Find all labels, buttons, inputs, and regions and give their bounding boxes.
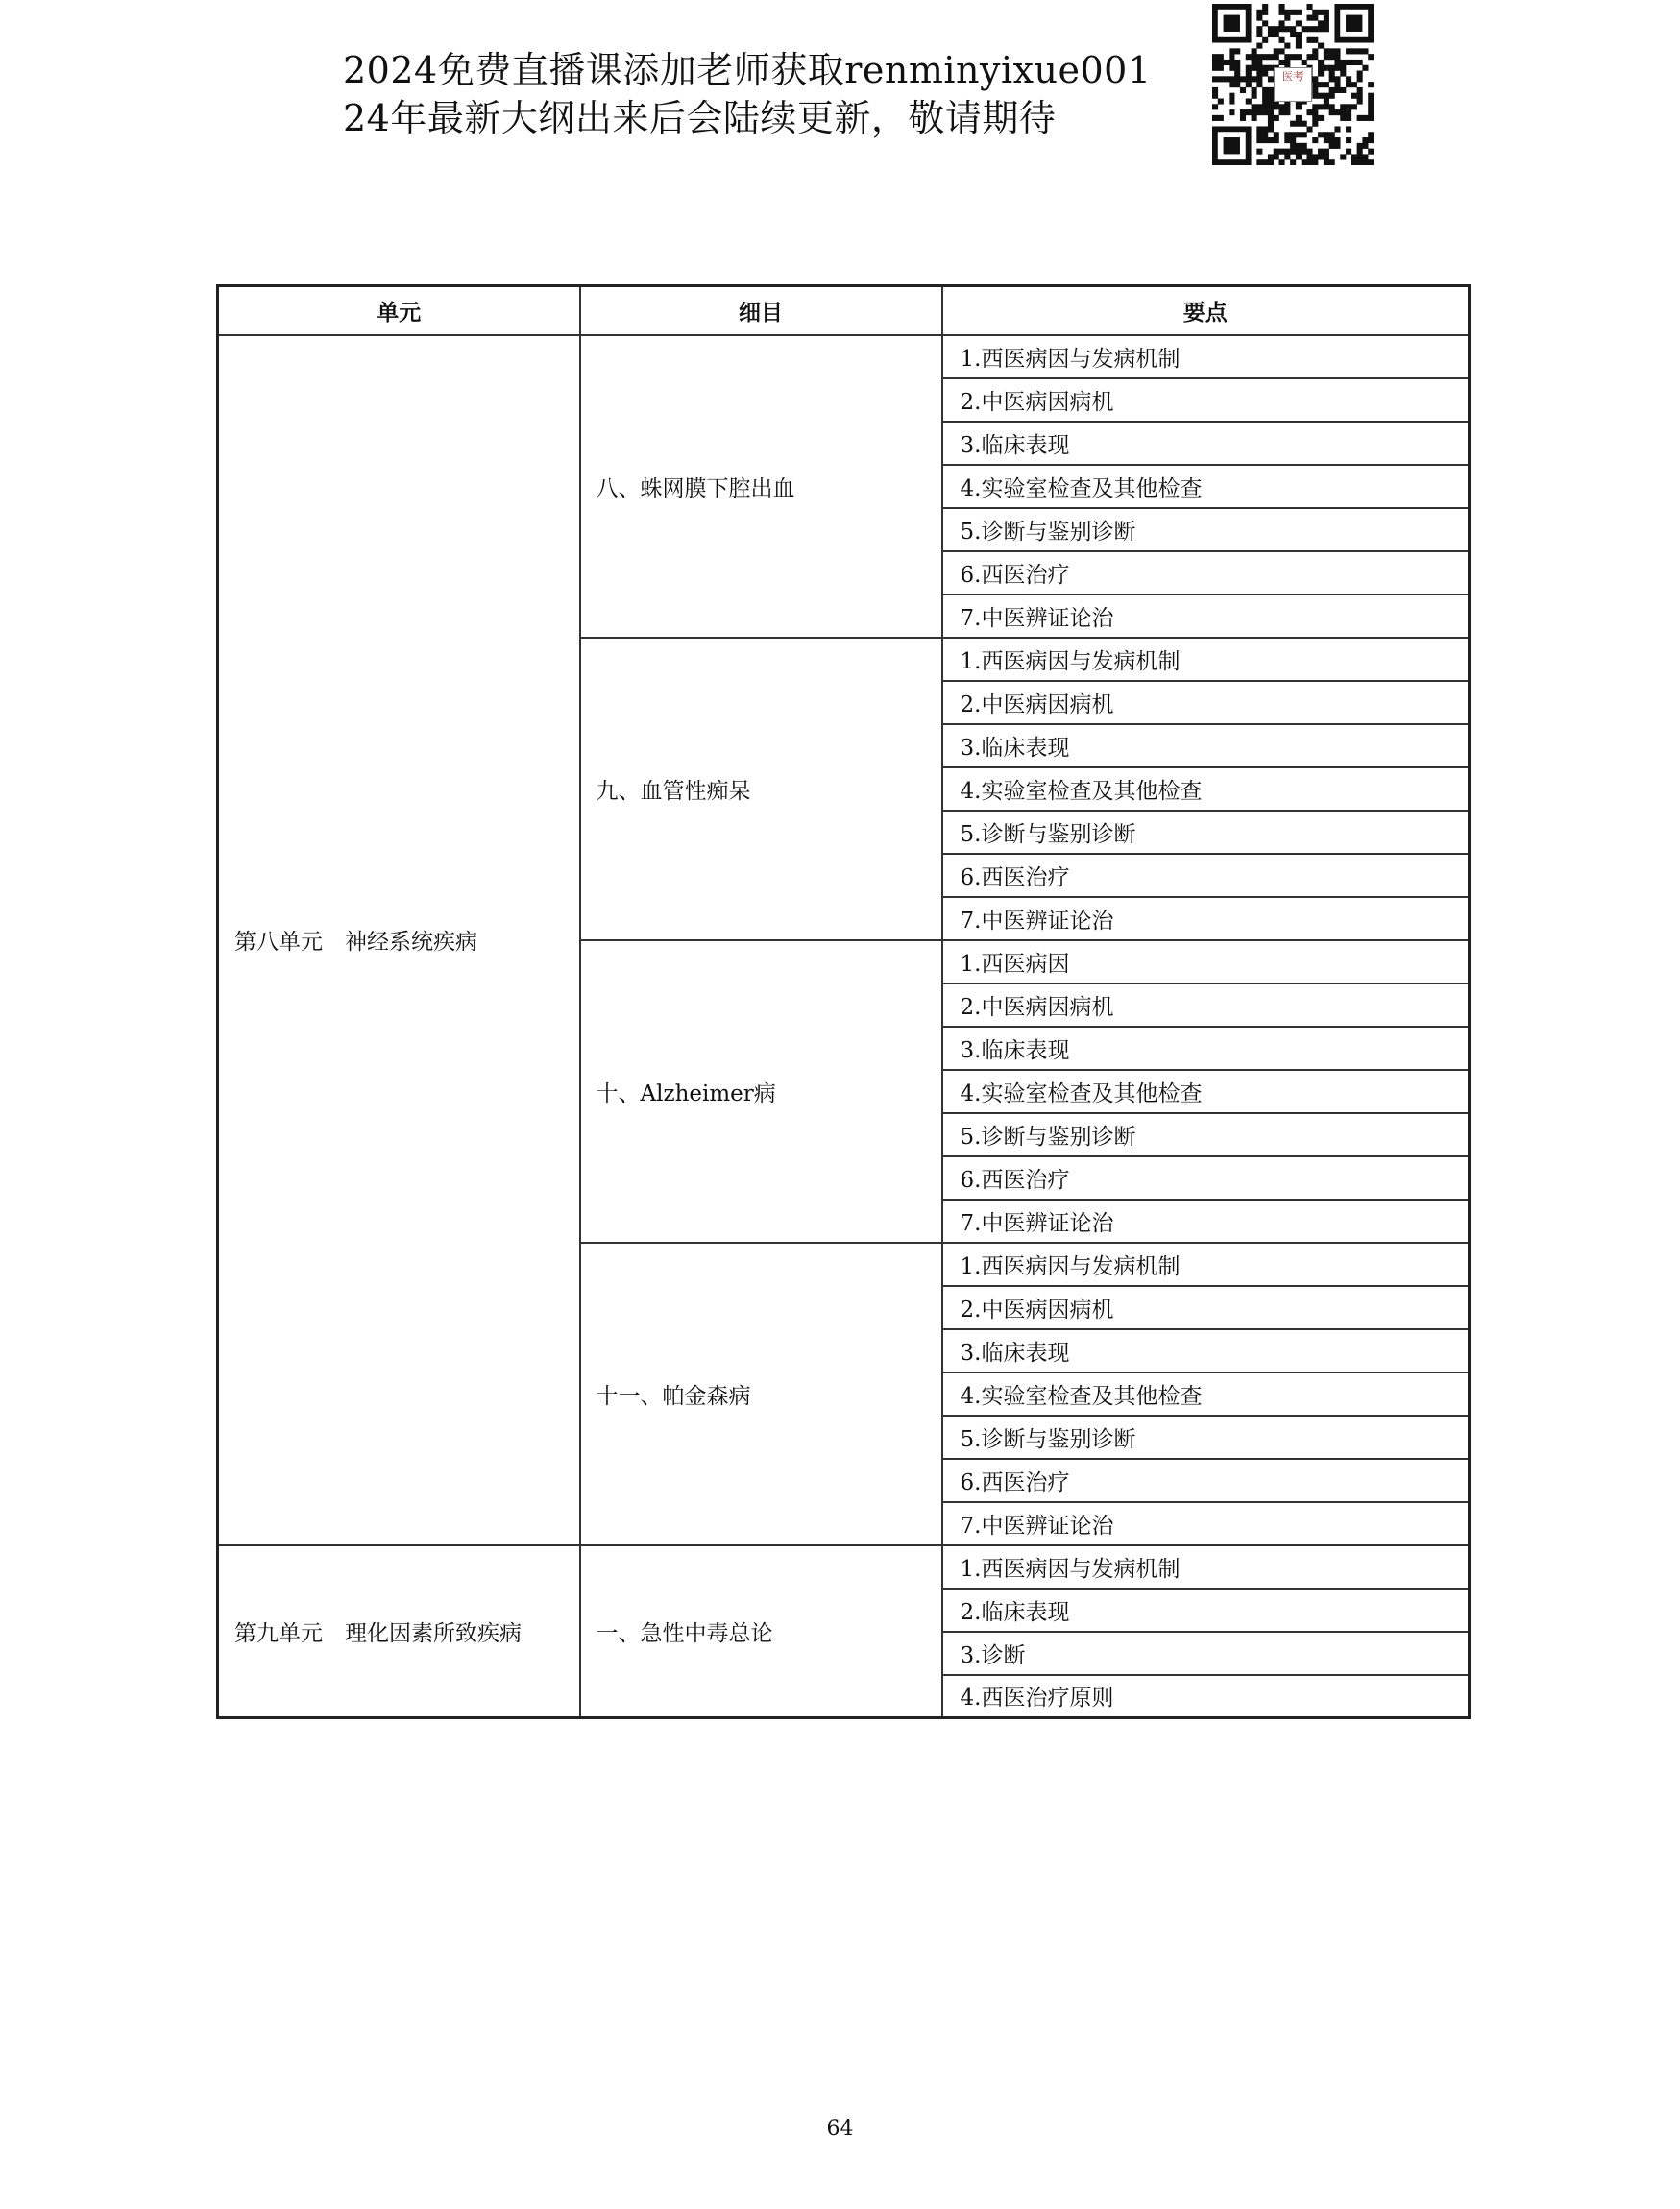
point-cell: 5.诊断与鉴别诊断 xyxy=(942,1416,1470,1459)
unit-cell: 第九单元 理化因素所致疾病 xyxy=(218,1545,580,1718)
point-cell: 5.诊断与鉴别诊断 xyxy=(942,508,1470,551)
topic-cell: 一、急性中毒总论 xyxy=(580,1545,942,1718)
point-cell: 3.临床表现 xyxy=(942,422,1470,465)
point-cell: 2.中医病因病机 xyxy=(942,681,1470,724)
point-cell: 1.西医病因与发病机制 xyxy=(942,638,1470,681)
point-cell: 2.中医病因病机 xyxy=(942,983,1470,1027)
qr-badge: 医考 xyxy=(1274,67,1312,102)
point-cell: 6.西医治疗 xyxy=(942,551,1470,595)
qr-code-icon xyxy=(1212,4,1374,165)
point-cell: 7.中医辨证论治 xyxy=(942,897,1470,940)
point-cell: 3.临床表现 xyxy=(942,1329,1470,1372)
point-cell: 3.临床表现 xyxy=(942,1027,1470,1070)
point-cell: 1.西医病因与发病机制 xyxy=(942,335,1470,378)
point-cell: 2.中医病因病机 xyxy=(942,1286,1470,1329)
point-cell: 1.西医病因 xyxy=(942,940,1470,983)
topic-cell: 九、血管性痴呆 xyxy=(580,638,942,940)
topic-cell: 八、蛛网膜下腔出血 xyxy=(580,335,942,638)
point-cell: 4.实验室检查及其他检查 xyxy=(942,767,1470,811)
page-number: 64 xyxy=(826,2117,854,2141)
table-row xyxy=(218,1545,1470,1589)
syllabus-table xyxy=(216,284,1471,1719)
point-cell: 4.实验室检查及其他检查 xyxy=(942,1070,1470,1113)
table-header-row xyxy=(218,286,1470,335)
header-notice xyxy=(343,46,1207,142)
point-cell: 6.西医治疗 xyxy=(942,1459,1470,1502)
header-line-2: 24年最新大纲出来后会陆续更新，敬请期待 xyxy=(343,97,1057,139)
header-topic: 细目 xyxy=(580,286,942,335)
point-cell: 4.实验室检查及其他检查 xyxy=(942,465,1470,508)
header-points: 要点 xyxy=(942,286,1470,335)
table-body xyxy=(218,335,1470,1718)
point-cell: 5.诊断与鉴别诊断 xyxy=(942,811,1470,854)
table-row xyxy=(218,335,1470,378)
point-cell: 1.西医病因与发病机制 xyxy=(942,1545,1470,1589)
point-cell: 7.中医辨证论治 xyxy=(942,595,1470,638)
unit-cell: 第八单元 神经系统疾病 xyxy=(218,335,580,1545)
point-cell: 2.临床表现 xyxy=(942,1589,1470,1632)
point-cell: 3.诊断 xyxy=(942,1632,1470,1675)
point-cell: 3.临床表现 xyxy=(942,724,1470,767)
point-cell: 4.西医治疗原则 xyxy=(942,1675,1470,1718)
point-cell: 6.西医治疗 xyxy=(942,854,1470,897)
topic-cell: 十一、帕金森病 xyxy=(580,1243,942,1545)
header-unit: 单元 xyxy=(218,286,580,335)
point-cell: 5.诊断与鉴别诊断 xyxy=(942,1113,1470,1156)
point-cell: 7.中医辨证论治 xyxy=(942,1200,1470,1243)
point-cell: 6.西医治疗 xyxy=(942,1156,1470,1200)
point-cell: 7.中医辨证论治 xyxy=(942,1502,1470,1545)
point-cell: 1.西医病因与发病机制 xyxy=(942,1243,1470,1286)
topic-cell: 十、Alzheimer病 xyxy=(580,940,942,1243)
header-line-1: 2024免费直播课添加老师获取renminyixue001 xyxy=(343,49,1152,91)
point-cell: 4.实验室检查及其他检查 xyxy=(942,1372,1470,1416)
point-cell: 2.中医病因病机 xyxy=(942,378,1470,422)
